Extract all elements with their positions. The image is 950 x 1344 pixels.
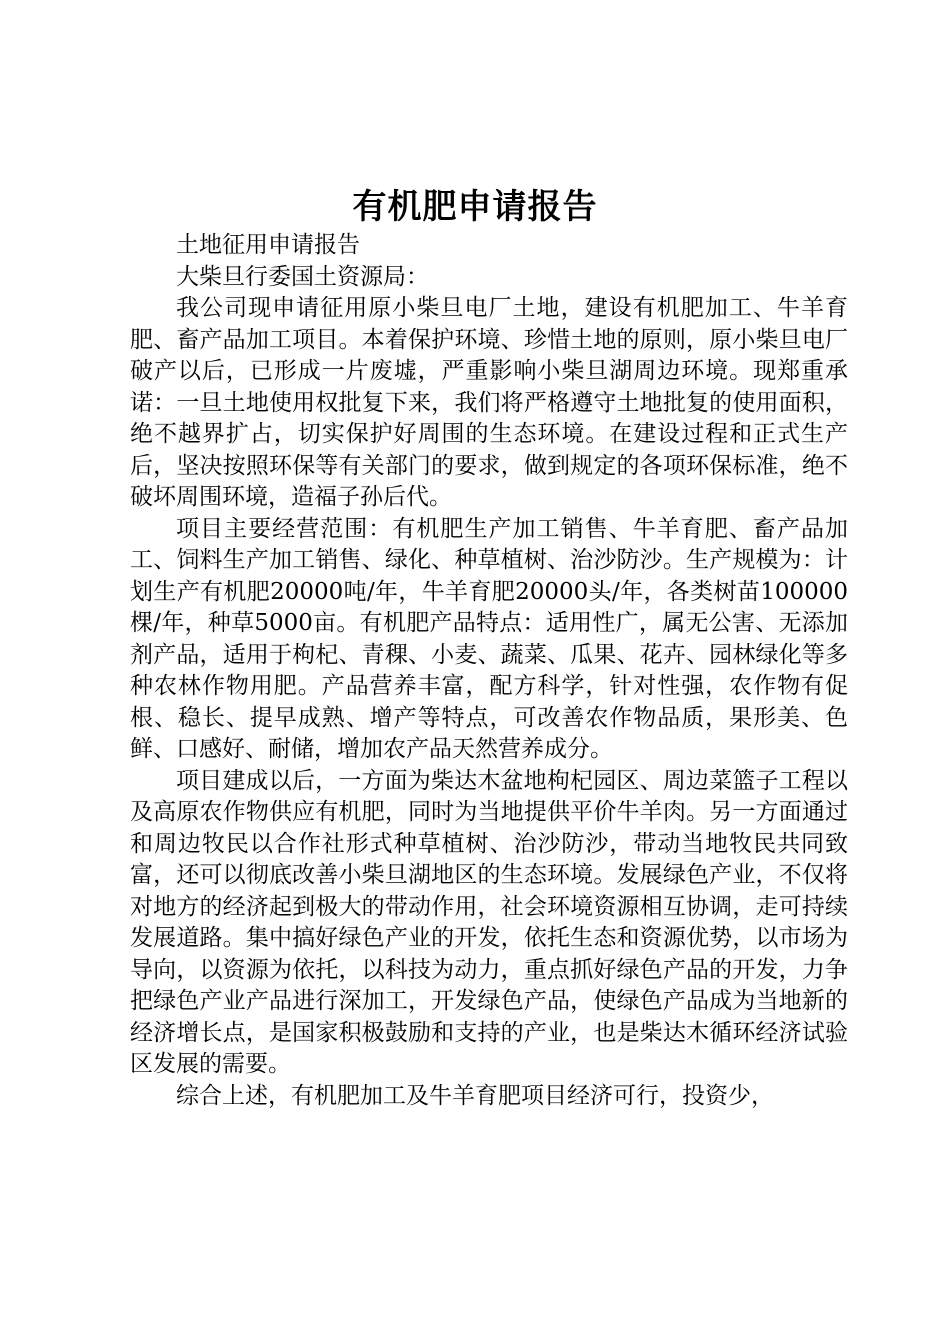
paragraph-project-benefits: 项目建成以后，一方面为柴达木盆地枸杞园区、周边菜篮子工程以及高原农作物供应有机肥，同时为当地提供平价牛羊肉。另一方面通过和周边牧民以合作社形式种草植树、治沙防沙，带动当地牧民共同致富，还可以彻底改善小柴旦湖地区的生态环境。发展绿色产业，不仅将对地方的经济起到极大的带动作用，社会环境资源相互协调，走可持续发展道路。集中搞好绿色产业的开发，依托生态和资源优势，以市场为导向，以资源为依托，以科技为动力，重点抓好绿色产品的开发，力争把绿色产业产品进行深加工，开发绿色产品，使绿色产品成为当地新的经济增长点，是国家积极鼓励和支持的产业，也是柴达木循环经济试验区发展的需要。 [130, 767, 848, 1077]
document-body [130, 230, 848, 1112]
paragraph-commitment: 我公司现申请征用原小柴旦电厂土地，建设有机肥加工、牛羊育肥、畜产品加工项目。本着保护环境、珍惜土地的原则，原小柴旦电厂破产以后，已形成一片废墟，严重影响小柴旦湖周边环境。现郑重承诺：一旦土地使用权批复下来，我们将严格遵守土地批复的使用面积，绝不越界扩占，切实保护好周围的生态环境。在建设过程和正式生产后，坚决按照环保等有关部门的要求，做到规定的各项环保标准，绝不破坏周围环境，造福子孙后代。 [130, 295, 848, 510]
paragraph-conclusion: 综合上述，有机肥加工及牛羊育肥项目经济可行，投资少， [176, 1082, 774, 1109]
document-title: 有机肥申请报告 [352, 187, 598, 227]
paragraph-subject: 土地征用申请报告 [176, 232, 360, 258]
paragraph-addressee: 大柴旦行委国土资源局： [176, 263, 429, 290]
paragraph-business-scope: 项目主要经营范围：有机肥生产加工销售、牛羊育肥、畜产品加工、饲料生产加工销售、绿化、种草植树、治沙防沙。生产规模为：计划生产有机肥20000吨/年，牛羊育肥20000头/年，各类树苗100000棵/年，种草5000亩。有机肥产品特点：适用性广，属无公害、无添加剂产品，适用于枸杞、青稞、小麦、蔬菜、瓜果、花卉、园林绿化等多种农林作物用肥。产品营养丰富，配方科学，针对性强，农作物有促根、稳长、提早成熟、增产等特点，可改善农作物品质，果形美、色鲜、口感好、耐储，增加农产品天然营养成分。 [130, 515, 848, 762]
